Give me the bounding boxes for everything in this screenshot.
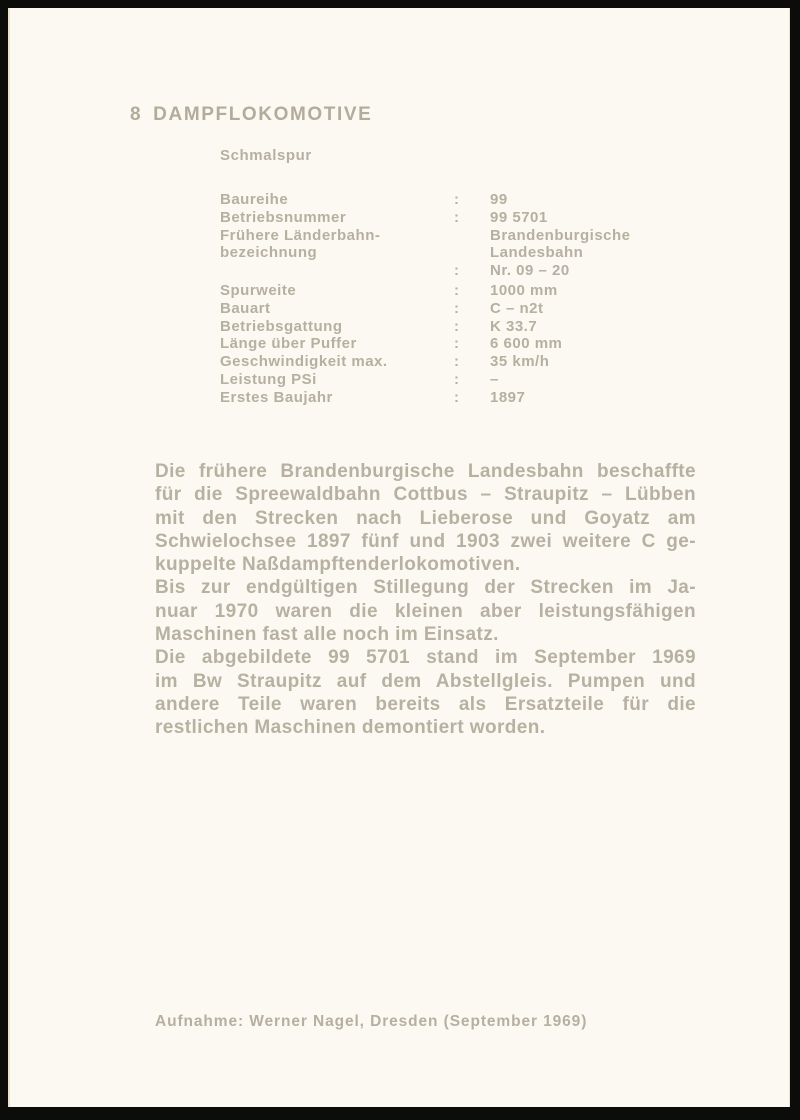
spec-colon: : bbox=[454, 353, 460, 371]
spec-value: 99 5701 bbox=[490, 208, 548, 226]
spec-label: Erstes Baujahr bbox=[220, 388, 333, 406]
spec-value: – bbox=[490, 370, 499, 388]
spec-label: Bauart bbox=[220, 299, 271, 317]
text-line: mit den Strecken nach Lieberose und Goyatz am bbox=[155, 507, 696, 529]
spec-colon bbox=[454, 244, 490, 262]
spec-label: Geschwindigkeit max. bbox=[220, 353, 388, 371]
spec-value: 6 600 mm bbox=[490, 335, 563, 353]
spec-label: Leistung PSi bbox=[220, 370, 317, 388]
catalog-number: 8 bbox=[130, 104, 143, 125]
spec-row bbox=[220, 244, 660, 262]
spec-value: Nr. 09 – 20 bbox=[490, 262, 570, 280]
text-line: kuppelte Naßdampftenderlokomotiven. bbox=[155, 554, 521, 576]
spec-colon: : bbox=[454, 317, 460, 335]
spec-row bbox=[220, 282, 660, 300]
spec-row bbox=[220, 191, 660, 209]
spec-row bbox=[220, 262, 660, 280]
text-line: Schwielochsee 1897 fünf und 1903 zwei weitere C ge- bbox=[155, 530, 696, 552]
spec-value: C – n2t bbox=[490, 299, 544, 317]
spec-row bbox=[220, 353, 660, 371]
page-title bbox=[130, 104, 372, 126]
spec-colon bbox=[454, 227, 490, 245]
spec-value: K 33.7 bbox=[490, 317, 538, 335]
spec-row bbox=[220, 371, 660, 389]
spec-label: Betriebsgattung bbox=[220, 317, 343, 335]
spec-value: 1897 bbox=[490, 388, 526, 406]
spec-colon: : bbox=[454, 299, 460, 317]
spec-label: Betriebsnummer bbox=[220, 208, 347, 226]
title-text: DAMPFLOKOMOTIVE bbox=[153, 104, 373, 125]
spec-value: 35 km/h bbox=[490, 353, 550, 371]
spec-table bbox=[220, 191, 660, 407]
text-line: nuar 1970 waren die kleinen aber leistungsfähigen bbox=[155, 600, 696, 622]
spec-label: Spurweite bbox=[220, 281, 297, 299]
text-line: Bis zur endgültigen Stillegung der Strecken im Ja- bbox=[155, 577, 696, 599]
spec-colon: : bbox=[454, 191, 460, 208]
spec-row bbox=[220, 389, 660, 407]
spec-label bbox=[220, 262, 454, 280]
text-line: für die Spreewaldbahn Cottbus – Straupitz – Lübben bbox=[155, 484, 696, 506]
spec-row bbox=[220, 227, 660, 245]
spec-label: Länge über Puffer bbox=[220, 335, 357, 353]
spec-row bbox=[220, 335, 660, 353]
text-line: Die frühere Brandenburgische Landesbahn beschaffte bbox=[155, 461, 696, 482]
spec-value: 1000 mm bbox=[490, 281, 558, 299]
spec-row bbox=[220, 318, 660, 336]
spec-value: Brandenburgische bbox=[490, 226, 631, 244]
spec-colon: : bbox=[454, 388, 460, 406]
spec-row bbox=[220, 300, 660, 318]
spec-colon: : bbox=[454, 208, 460, 226]
photo-credit: Aufnahme: Werner Nagel, Dresden (September 1969) bbox=[155, 1013, 588, 1030]
subtitle: Schmalspur bbox=[220, 147, 312, 164]
spec-value: Landesbahn bbox=[490, 244, 584, 262]
spec-colon: : bbox=[454, 370, 460, 388]
postcard-back bbox=[8, 8, 790, 1107]
spec-colon: : bbox=[454, 262, 460, 280]
text-line: restlichen Maschinen demontiert worden. bbox=[155, 717, 546, 739]
text-line: Die abgebildete 99 5701 stand im September 1969 bbox=[155, 647, 696, 669]
spec-colon: : bbox=[454, 281, 460, 299]
description-text bbox=[155, 460, 696, 740]
spec-label: bezeichnung bbox=[220, 244, 318, 262]
spec-row bbox=[220, 209, 660, 227]
spec-label: Frühere Länderbahn- bbox=[220, 226, 381, 244]
spec-colon: : bbox=[454, 335, 460, 353]
text-line: Maschinen fast alle noch im Einsatz. bbox=[155, 624, 499, 646]
text-line: im Bw Straupitz auf dem Abstellgleis. Pumpen und bbox=[155, 670, 696, 692]
text-line: andere Teile waren bereits als Ersatzteile für die bbox=[155, 693, 696, 715]
spec-label: Baureihe bbox=[220, 191, 289, 208]
spec-value: 99 bbox=[490, 191, 508, 208]
